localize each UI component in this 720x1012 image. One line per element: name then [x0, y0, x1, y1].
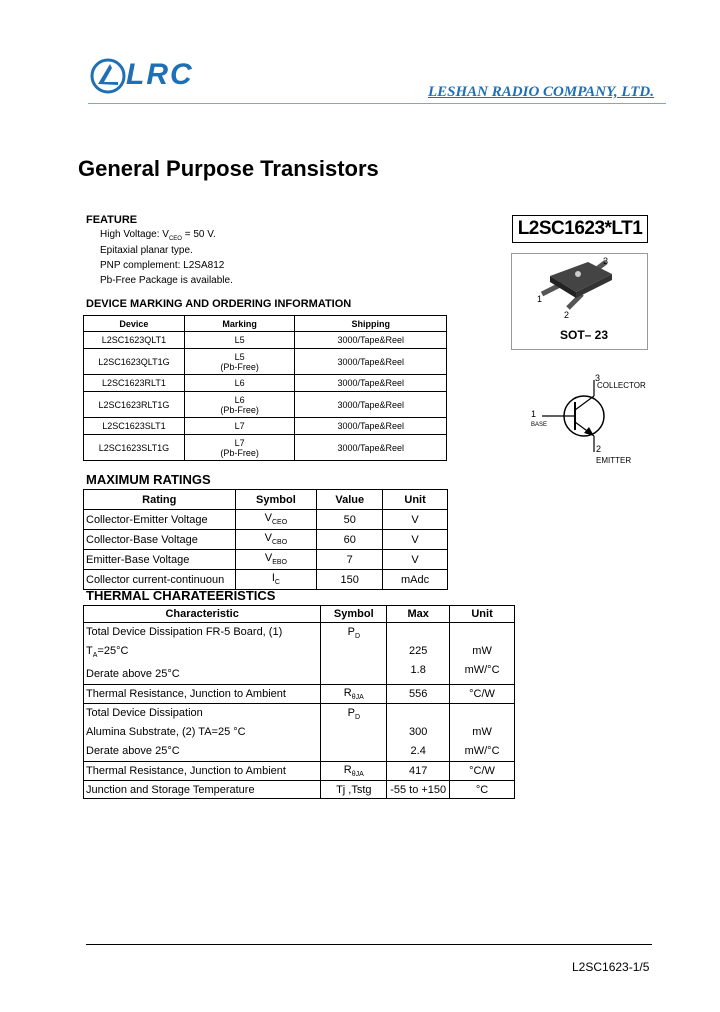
symbol-cell: $P_D$	[321, 704, 387, 762]
col-rating: Rating	[84, 490, 236, 510]
unit-cell: V	[383, 530, 448, 550]
unit-cell: mW mW/°C	[450, 623, 515, 685]
table-row	[84, 392, 447, 418]
table-row	[84, 762, 515, 781]
page-number: L2SC1623-1/5	[572, 960, 650, 974]
schematic-pin-1: 1	[531, 409, 537, 419]
max-cell: -55 to +150	[387, 781, 450, 799]
part-number: L2SC1623*LT1	[512, 215, 648, 243]
device-cell: L2SC1623RLT1G	[84, 392, 185, 418]
device-cell: L2SC1623QLT1G	[84, 349, 185, 375]
base-label: BASE	[531, 422, 548, 428]
company-name: LESHAN RADIO COMPANY, LTD.	[428, 84, 655, 100]
table-header-row	[84, 490, 448, 510]
shipping-cell: 3000/Tape&Reel	[295, 392, 447, 418]
schematic-pin-3: 3	[595, 373, 601, 383]
feature-high-voltage: High Voltage: $V_{CEO} = 50$ V.	[100, 229, 216, 242]
value-cell: 7	[317, 550, 383, 570]
max-ratings-heading: MAXIMUM RATINGS	[86, 472, 211, 487]
table-row	[84, 570, 448, 590]
unit-cell: °C/W	[450, 762, 515, 781]
symbol-cell: $V_{CEO}$	[235, 510, 317, 530]
marking-cell: L6 (Pb-Free)	[184, 392, 295, 418]
logo-text: LRC	[126, 58, 194, 91]
table-row	[84, 781, 515, 799]
table-header-row	[84, 316, 447, 332]
characteristic-cell: Total Device Dissipation FR-5 Board, (1) $T_A=25^\circ C$ Derate above 25°C	[84, 623, 321, 685]
feature-item: Pb-Free Package is available.	[100, 275, 233, 286]
col-device: Device	[84, 316, 185, 332]
marking-cell: L7	[184, 418, 295, 435]
table-header-row	[84, 606, 515, 623]
device-cell: L2SC1623RLT1	[84, 375, 185, 392]
value-cell: 150	[317, 570, 383, 590]
header-divider	[88, 103, 666, 104]
feature-item: PNP complement: L2SA812	[100, 260, 225, 271]
max-cell: 225 1.8	[387, 623, 450, 685]
symbol-cell: $V_{CBO}$	[235, 530, 317, 550]
feature-heading: FEATURE	[86, 214, 138, 226]
value-cell: 60	[317, 530, 383, 550]
shipping-cell: 3000/Tape&Reel	[295, 435, 447, 461]
col-symbol: Symbol	[321, 606, 387, 623]
thermal-table	[83, 605, 515, 799]
rating-cell: Collector current-continuoun	[84, 570, 236, 590]
table-row	[84, 510, 448, 530]
col-shipping: Shipping	[295, 316, 447, 332]
table-row	[84, 332, 447, 349]
collector-label: COLLECTOR	[597, 381, 646, 390]
col-unit: Unit	[383, 490, 448, 510]
max-ratings-table	[83, 489, 448, 590]
col-marking: Marking	[184, 316, 295, 332]
unit-cell: °C/W	[450, 685, 515, 704]
characteristic-cell: Junction and Storage Temperature	[84, 781, 321, 799]
characteristic-cell: Thermal Resistance, Junction to Ambient	[84, 685, 321, 704]
shipping-cell: 3000/Tape&Reel	[295, 418, 447, 435]
max-cell: 556	[387, 685, 450, 704]
table-row	[84, 530, 448, 550]
unit-cell: mAdc	[383, 570, 448, 590]
unit-cell: V	[383, 550, 448, 570]
thermal-heading: THERMAL CHARATEERISTICS	[86, 588, 276, 603]
package-box	[511, 253, 648, 350]
emitter-label: EMITTER	[596, 456, 632, 465]
page-title: General Purpose Transistors	[78, 156, 379, 181]
col-symbol: Symbol	[235, 490, 317, 510]
pin-label-1: 1	[537, 294, 543, 304]
col-value: Value	[317, 490, 383, 510]
symbol-cell: $V_{EBO}$	[235, 550, 317, 570]
table-row	[84, 623, 515, 685]
unit-cell: V	[383, 510, 448, 530]
characteristic-cell: Total Device Dissipation Alumina Substrate, (2) TA=25 °C Derate above 25°C	[84, 704, 321, 762]
rating-cell: Collector-Base Voltage	[84, 530, 236, 550]
marking-table	[83, 315, 447, 461]
shipping-cell: 3000/Tape&Reel	[295, 349, 447, 375]
shipping-cell: 3000/Tape&Reel	[295, 375, 447, 392]
marking-cell: L6	[184, 375, 295, 392]
marking-cell: L5 (Pb-Free)	[184, 349, 295, 375]
marking-cell: L5	[184, 332, 295, 349]
device-cell: L2SC1623SLT1G	[84, 435, 185, 461]
table-row	[84, 418, 447, 435]
schematic-pin-2: 2	[596, 444, 602, 454]
device-cell: L2SC1623SLT1	[84, 418, 185, 435]
max-cell: 300 2.4	[387, 704, 450, 762]
max-cell: 417	[387, 762, 450, 781]
symbol-cell: $R_{\theta JA}$	[321, 762, 387, 781]
device-cell: L2SC1623QLT1	[84, 332, 185, 349]
symbol-cell: $P_D$	[321, 623, 387, 685]
table-row	[84, 704, 515, 762]
symbol-cell: Tj ,Tstg	[321, 781, 387, 799]
marking-heading: DEVICE MARKING AND ORDERING INFORMATION	[86, 298, 352, 310]
marking-cell: L7 (Pb-Free)	[184, 435, 295, 461]
table-row	[84, 349, 447, 375]
symbol-cell: $I_C$	[235, 570, 317, 590]
feature-item: Epitaxial planar type.	[100, 245, 193, 256]
table-row	[84, 375, 447, 392]
unit-cell: mW mW/°C	[450, 704, 515, 762]
shipping-cell: 3000/Tape&Reel	[295, 332, 447, 349]
col-characteristic: Characteristic	[84, 606, 321, 623]
pin-label-2: 2	[564, 310, 570, 320]
symbol-cell: $R_{\theta JA}$	[321, 685, 387, 704]
pin-label-3: 3	[603, 256, 609, 266]
table-row	[84, 685, 515, 704]
value-cell: 50	[317, 510, 383, 530]
package-name: SOT– 23	[560, 328, 609, 342]
table-row	[84, 435, 447, 461]
rating-cell: Emitter-Base Voltage	[84, 550, 236, 570]
col-unit: Unit	[450, 606, 515, 623]
rating-cell: Collector-Emitter Voltage	[84, 510, 236, 530]
table-row	[84, 550, 448, 570]
col-max: Max	[387, 606, 450, 623]
unit-cell: °C	[450, 781, 515, 799]
characteristic-cell: Thermal Resistance, Junction to Ambient	[84, 762, 321, 781]
footer-divider	[86, 944, 652, 945]
